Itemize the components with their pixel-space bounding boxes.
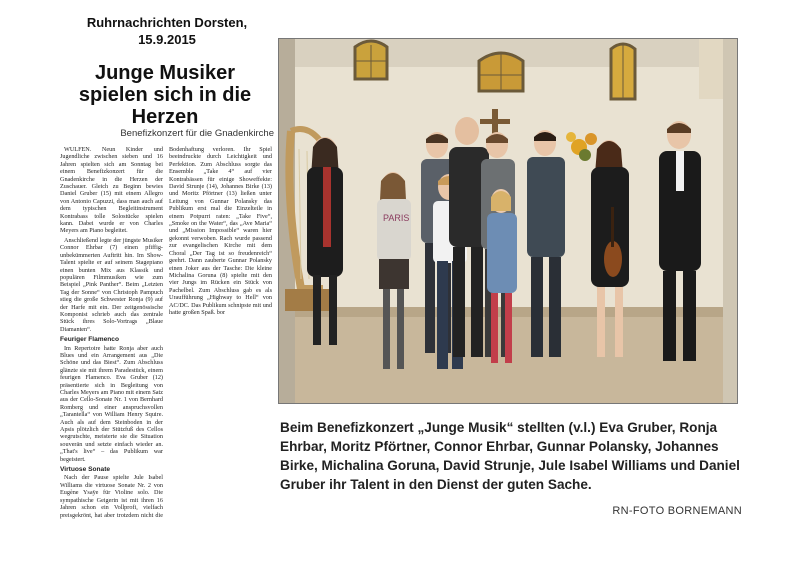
window-center (479, 53, 523, 91)
photo-credit: RN-FOTO BORNEMANN (612, 505, 742, 517)
window-left (355, 41, 387, 79)
body-paragraph-4: Nach der Pause spielte Jule Isabel Williams die virtuose Sonate Nr. 2 von Eugène Ysaÿe für Violine solo. Die sympathische Geigerin ist mit ihren 16 Jahren schon ein Vollprofi, vielfach preisgekrönt, hat aber trotzdem nicht die Bodenhaftung verloren. Ihr Spiel beeindruckte durch Leichtigkeit und Perfektion. Zum Abschluss sorgte das Ensemble „Take 4“ auf vier Kontrabässen für einige Showeffekte: David Strunje (14), Johannes Birke (13) und Moritz Pförtner (13) ließen unter Leitung von Gunnar Polansky das Publikum erst mal die Einzelteile in einem Potpurri raten: „Take Five“, „Smoke on the Water“, das „Ave Maria“ und „Mission Impossible“ waren hier gekonnt verwoben. Rach wurde passend zur evangelischen Kirche mit dem Choral „Der Tag ist so freudenreich“ geehrt. Dann zauberte Gunnar Polansky einen Joker aus der Tasche: Die kleine Michalina Goruna (8) spielte mit den vier Jungs im Rücken ein Stück von Pachelbel. Zum Abschluss gab es als Uraufführung „Highway to Hell“ von AC/DC. Das Publikum schnipste mit und hatte großen Spaß. bor (60, 146, 272, 519)
shirt-text: PARIS (383, 213, 410, 223)
newspaper-source (72, 14, 262, 48)
article-body (60, 146, 272, 526)
group-photo-illustration (279, 39, 738, 404)
body-paragraph-3: Im Repertoire hatte Ronja aber auch Blues und ein Arrangement aus „Die Schöne und das Biest“. Zum Abschluss glänzte sie mit ihrem Paradestück, einem feurigen Flamenco. Eva Gruber (12) präsentierte sich in Begleitung von Charles Meyers am Piano mit einem Satz aus der Cello-Sonate Nr. 1 von Bernhard Romberg und einer anspruchsvollen „Tarantella“ von William Henry Squire. Auch als auf dem Steinboden in der Apsis plötzlich der Stützfuß des Cellos wegrutschte, meisterte sie die Situation souverän und setzte einfach wieder an. „That's live“ – das Publikum war begeistert. (60, 344, 163, 463)
body-paragraph-2: Anschließend legte der jüngste Musiker Connor Ehrbar (7) einen pfiffig-unbekümmerten Auftritt hin. Im Show-Talent spielte er auf seinem Stagepiano einen bunten Mix aus Klassik und populären Filmmusiken wie zum Beispiel „Pink Panther“. Beim „Letzten Tag der Sonne“ von Christoph Pampuch stieg die große Schwester Ronja (9) auf der Harfe mit ein. Der zeitgenössische Komponist schrieb auch das zentrale Stück ihres Solo-Vortrags „Blaue Diamanten“. (60, 236, 163, 333)
source-publication: Ruhrnachrichten Dorsten, (86, 15, 248, 30)
body-subhead-flamenco: Feuriger Flamenco (60, 336, 119, 344)
body-subhead-sonate: Virtuose Sonate (60, 466, 111, 474)
window-right (611, 44, 635, 99)
harp-base (285, 289, 329, 311)
article-subheadline: Benefizkonzert für die Gnadenkirche (120, 128, 274, 139)
article-headline: Junge Musiker spielen sich in die Herzen (78, 62, 252, 128)
source-date: 15.9.2015 (138, 32, 196, 47)
photo-caption: Beim Benefizkonzert „Junge Musik“ stellten (v.l.) Eva Gruber, Ronja Ehrbar, Moritz Pförtner, Connor Ehrbar, Gunnar Polansky, Johannes Birke, Michalina Goruna, David Strunje, Jule Isabel Williams und Daniel Gruber ihr Talent in den Dienst der guten Sache. (280, 420, 740, 492)
group-photo (278, 38, 738, 404)
body-paragraph-1: WULFEN. Neun Kinder und Jugendliche zwischen sieben und 16 Jahren spielten sich am Sonntag bei einem Benefizkonzert für die Gnadenkirche in die Herzen der Zuschauer. Gleich zu Beginn bewies Daniel Gruber (15) mit einem Allegro von Antonio Capuzzi, dass man auch auf dem typischen Begleitinstrument Kontrabass tolle Solostücke spielen kann. Dabei wurde er von Charles Meyers am Piano begleitet. (60, 146, 163, 235)
